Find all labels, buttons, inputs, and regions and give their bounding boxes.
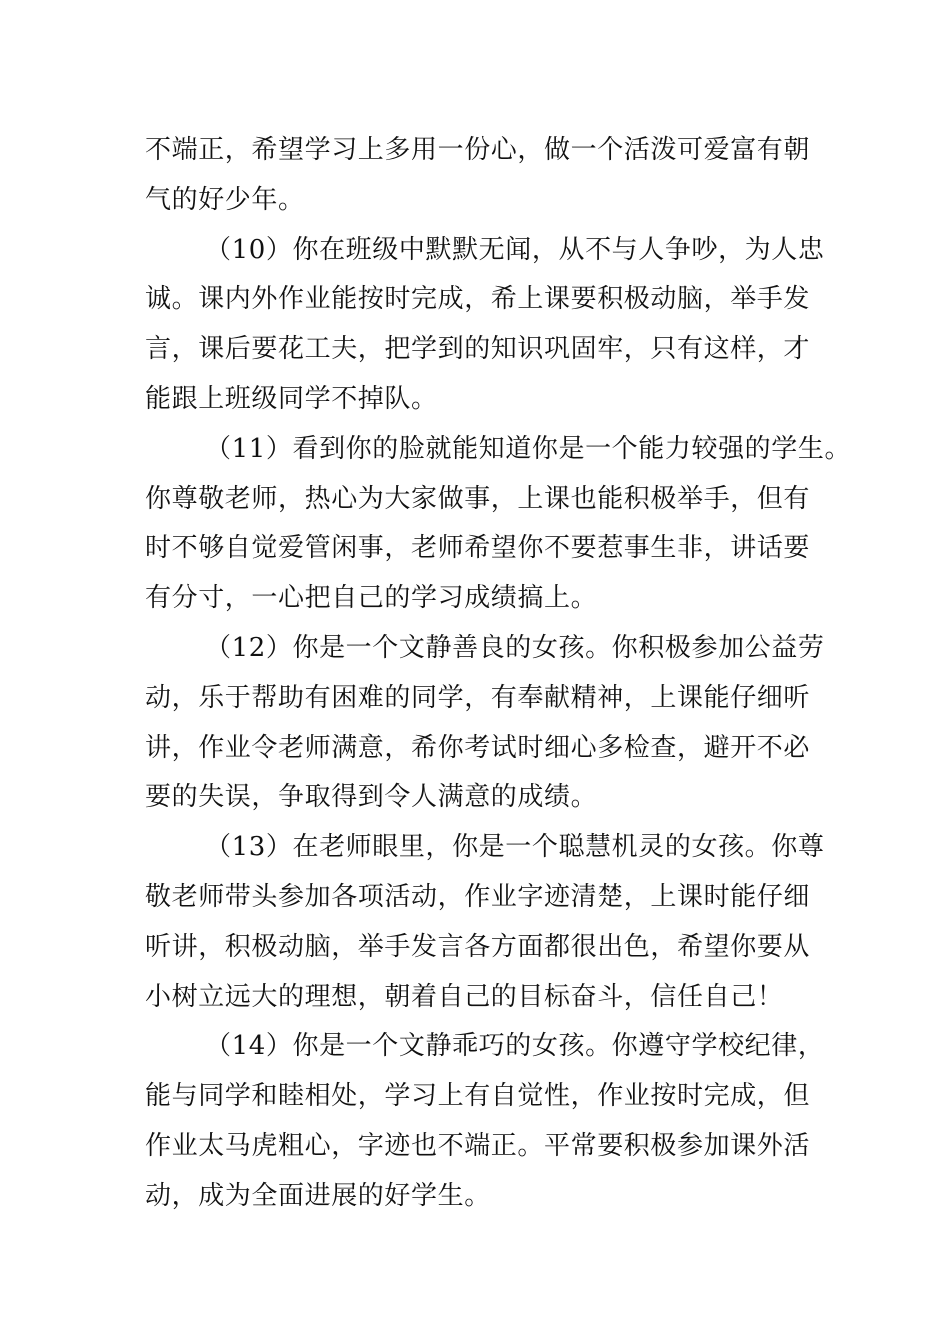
paragraph-12-start: （12）你是一个文静善良的女孩。你积极参加公益劳 (205, 632, 825, 663)
text-line: 听讲，积极动脑，举手发言各方面都很出色，希望你要从 (145, 931, 811, 962)
text-line: 作业太马虎粗心，字迹也不端正。平常要积极参加课外活 (145, 1130, 811, 1161)
paragraph-13-start: （13）在老师眼里，你是一个聪慧机灵的女孩。你尊 (205, 832, 825, 863)
text-line: 能与同学和睦相处，学习上有自觉性，作业按时完成，但 (145, 1081, 811, 1112)
text-line: 动，乐于帮助有困难的同学，有奉献精神，上课能仔细听 (145, 682, 811, 713)
text-line: 气的好少年。 (145, 184, 305, 215)
document-body (145, 126, 852, 1222)
text-line: 动，成为全面进展的好学生。 (145, 1180, 491, 1211)
text-line: 时不够自觉爱管闲事，老师希望你不要惹事生非，讲话要 (145, 533, 811, 564)
text-line: 小树立远大的理想，朝着自己的目标奋斗，信任自己！ (145, 981, 784, 1012)
paragraph-11-start: （11）看到你的脸就能知道你是一个能力较强的学生。 (205, 433, 852, 464)
text-line: 讲，作业令老师满意，希你考试时细心多检查，避开不必 (145, 732, 811, 763)
text-line: 你尊敬老师，热心为大家做事，上课也能积极举手，但有 (145, 483, 811, 514)
text-line: 言，课后要花工夫，把学到的知识巩固牢，只有这样，才 (145, 334, 811, 365)
paragraph-14-start: （14）你是一个文静乖巧的女孩。你遵守学校纪律， (205, 1031, 825, 1062)
text-line: 能跟上班级同学不掉队。 (145, 383, 438, 414)
paragraph-10-start: （10）你在班级中默默无闻，从不与人争吵，为人忠 (205, 234, 825, 265)
text-line: 不端正，希望学习上多用一份心，做一个活泼可爱富有朝 (145, 135, 811, 165)
text-line: 敬老师带头参加各项活动，作业字迹清楚，上课时能仔细 (145, 881, 811, 912)
text-line: 诚。课内外作业能按时完成，希上课要积极动脑，举手发 (145, 284, 811, 315)
text-line: 有分寸，一心把自己的学习成绩搞上。 (145, 583, 598, 614)
text-line: 要的失误，争取得到令人满意的成绩。 (145, 782, 598, 813)
